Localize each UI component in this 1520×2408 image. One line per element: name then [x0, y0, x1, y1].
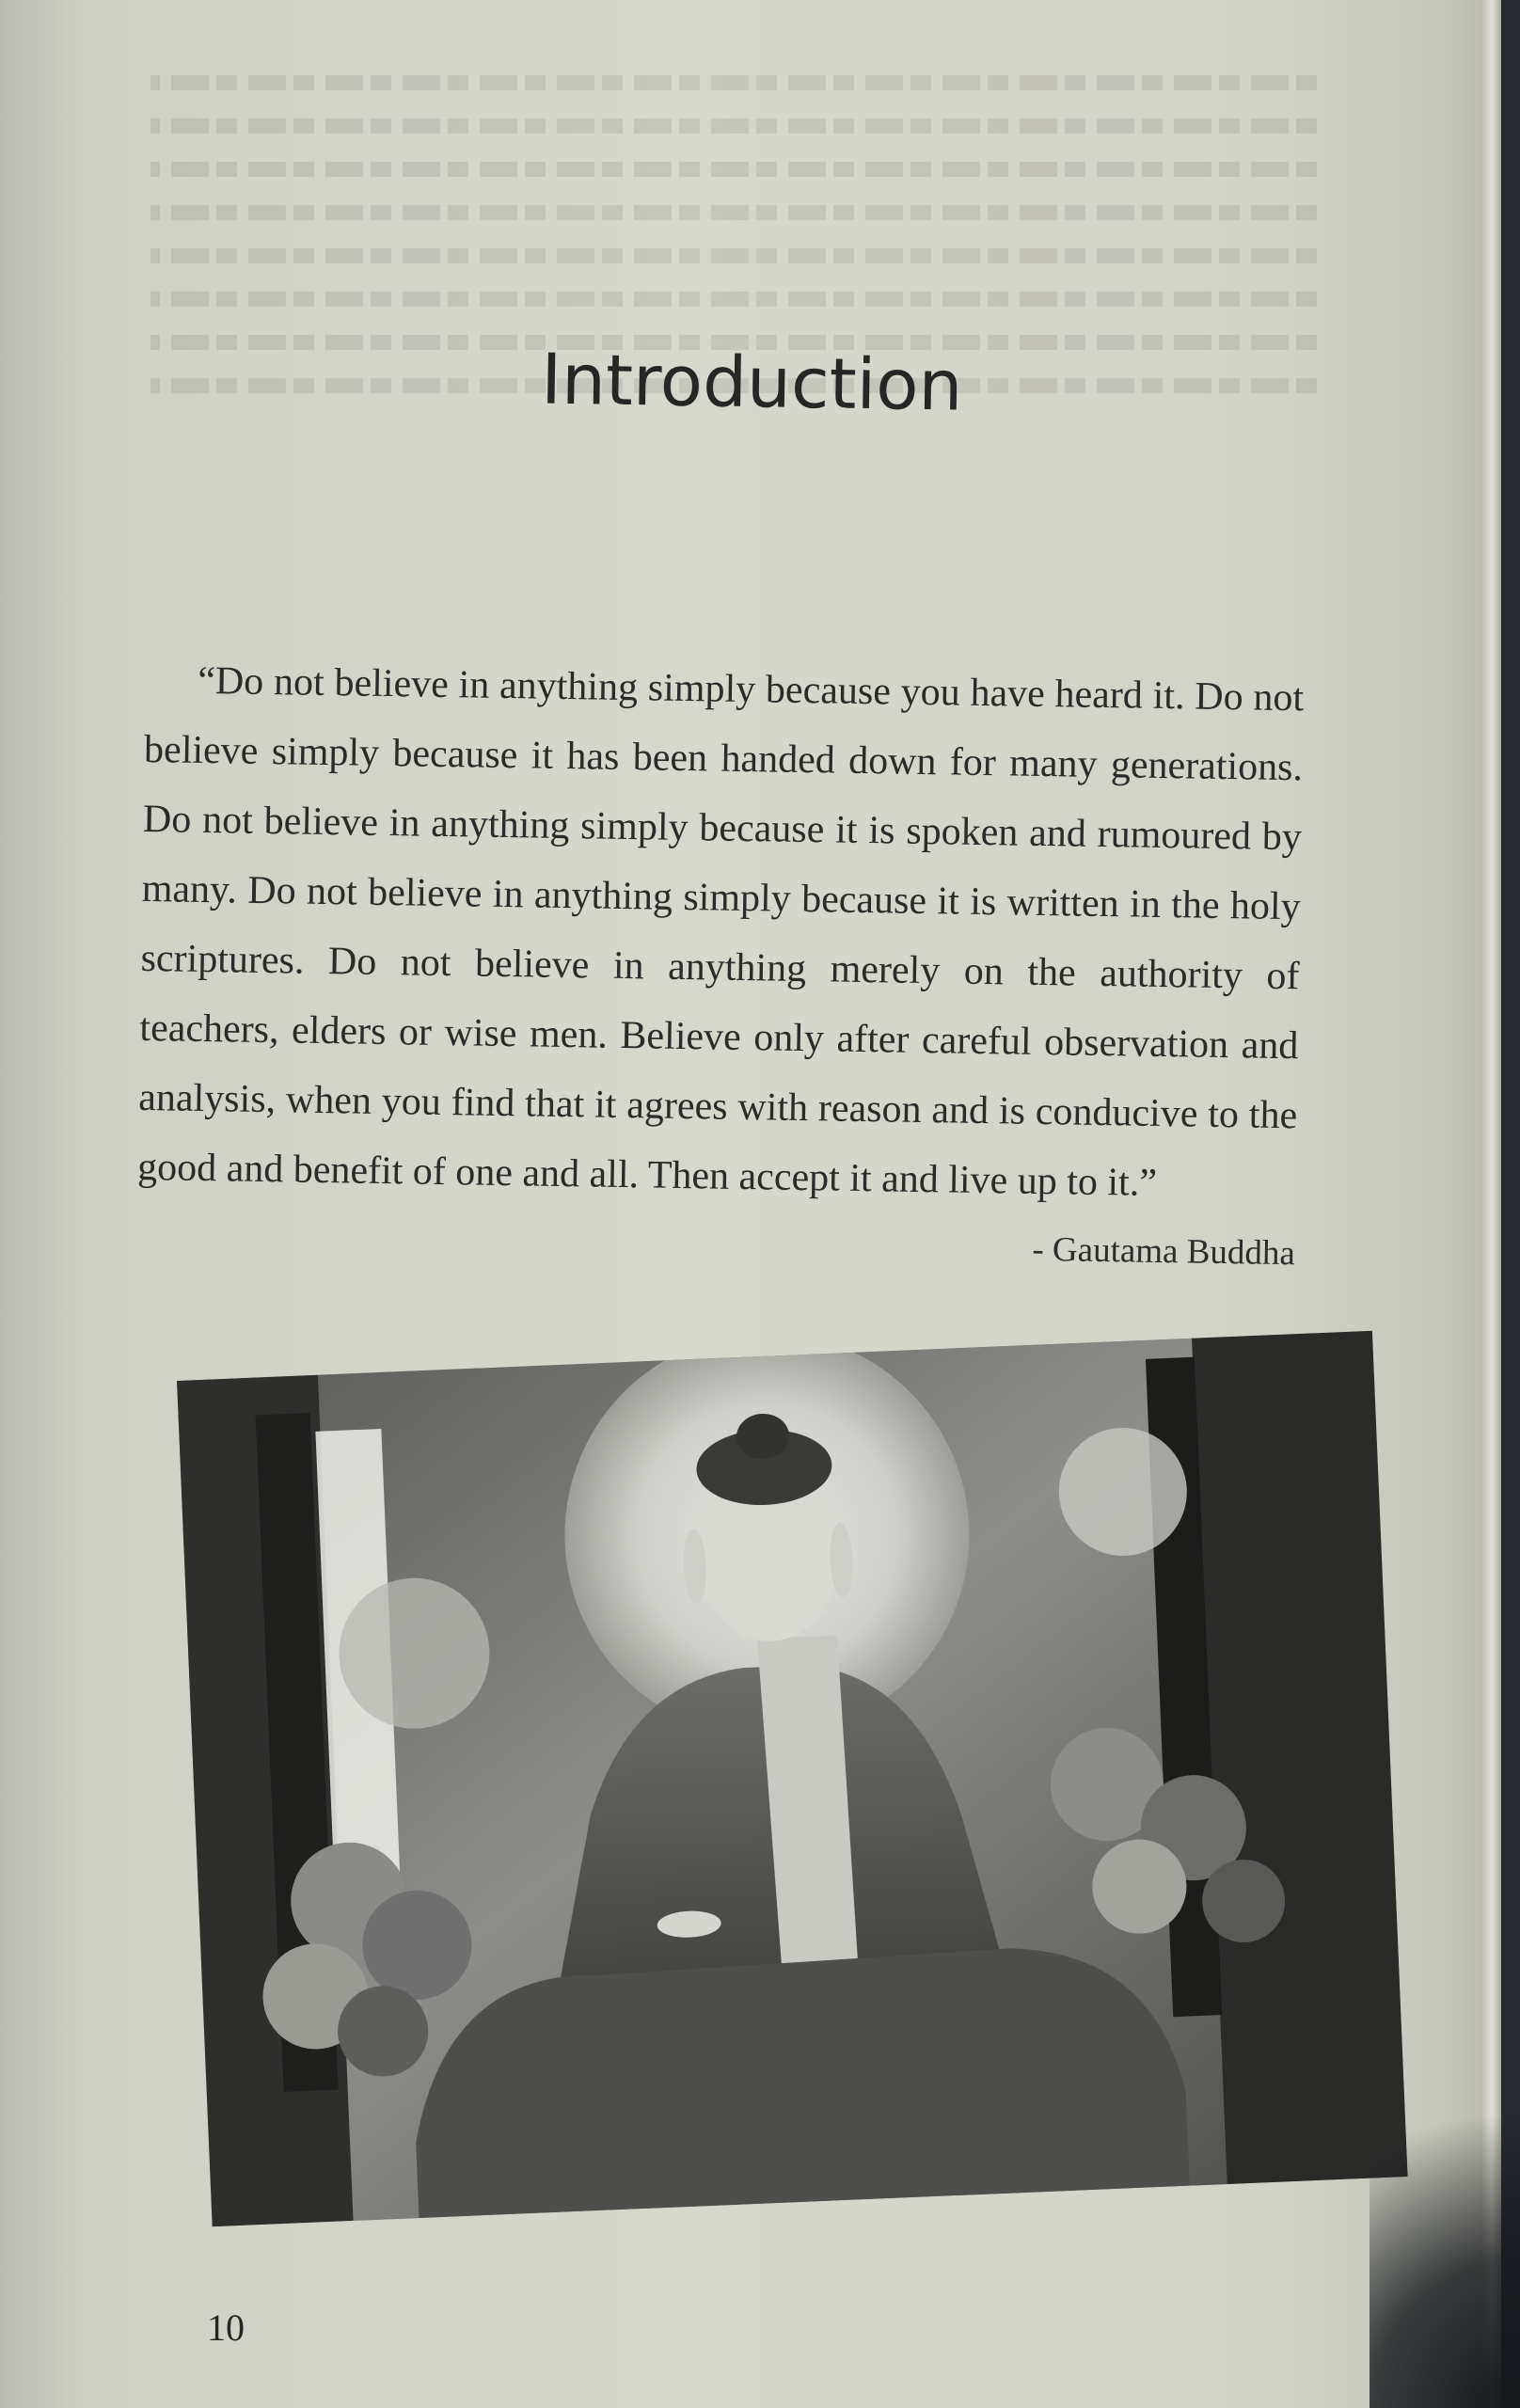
buddha-statue-illustration — [177, 1331, 1408, 2226]
chapter-title: Introduction — [540, 339, 964, 427]
buddha-statue-photo — [177, 1331, 1408, 2226]
text-block — [136, 339, 1354, 1275]
shadow — [1370, 2013, 1520, 2408]
quotation: “Do not believe in anything simply because you have heard it. Do not believe simply because it has been handed down for many generations. Do not believe in anything simply because it is spoken and rumoured by many. Do not believe in anything simply because it is written in the holy scriptures. Do not believe in anything merely on the authority of teachers, elders or wise men. Believe only after careful observation and analysis, when you find that it agrees with reason and is conducive to the good and benefit of one and all. Then accept it and live up to it.” — [136, 658, 1305, 1205]
page-number: 10 — [207, 2306, 245, 2349]
quotation-attribution: - Gautama Buddha — [1032, 1229, 1296, 1274]
